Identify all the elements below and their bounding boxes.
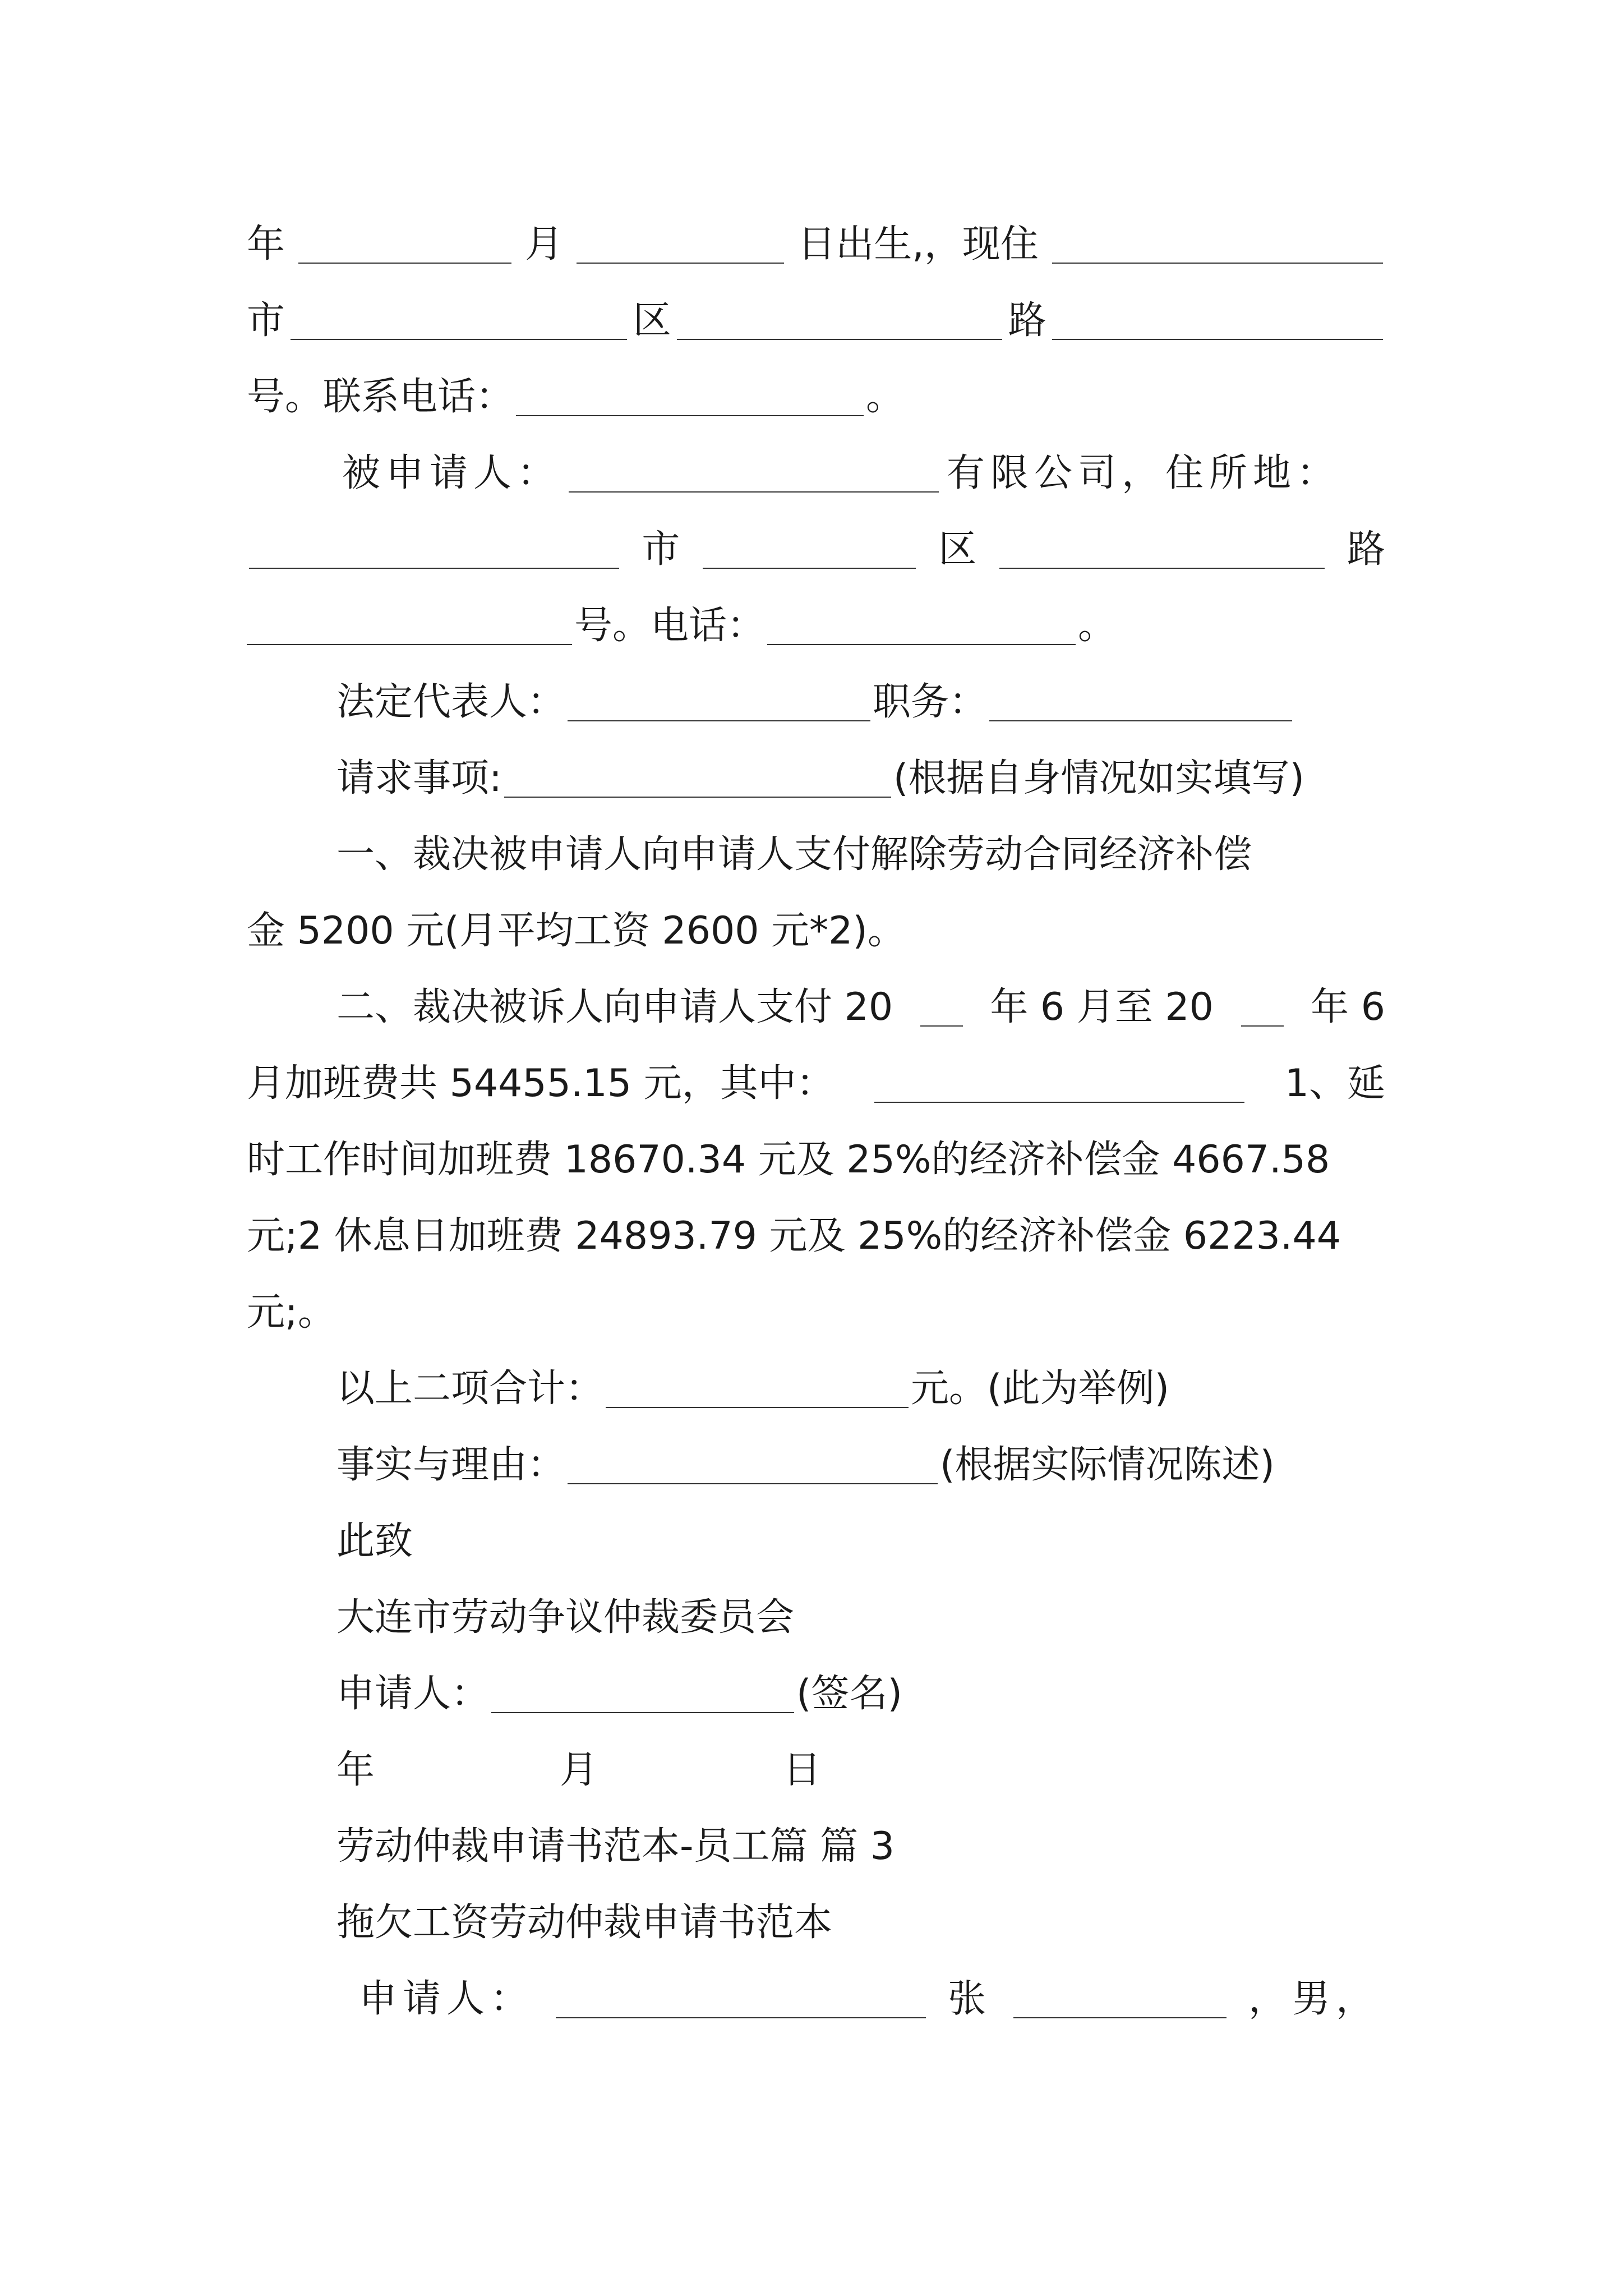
text-segment: 法定代表人： <box>336 680 566 724</box>
text-line <box>336 1651 1385 1716</box>
text-segment: 年 6 <box>1311 985 1385 1029</box>
text-line <box>247 1117 1385 1182</box>
text-line <box>247 889 1385 953</box>
fill-blank <box>989 688 1292 721</box>
text-segment: 市 <box>247 298 285 343</box>
text-segment: 号。电话： <box>574 604 766 648</box>
text-segment: 区 <box>938 527 977 572</box>
fill-blank <box>1052 230 1383 264</box>
text-line <box>247 202 1385 264</box>
text-segment: 劳动仲裁申请书范本-员工篇 篇 3 <box>336 1824 895 1869</box>
text-segment: 年 <box>247 222 285 266</box>
text-segment: 年 <box>336 1748 375 1792</box>
text-segment: 有限公司，住所地： <box>947 451 1341 495</box>
text-line <box>247 355 1385 419</box>
fill-blank <box>874 1069 1244 1103</box>
text-segment: 请求事项: <box>336 756 502 800</box>
text-line <box>247 1041 1385 1106</box>
text-segment: 市 <box>642 527 680 572</box>
text-segment: 时工作时间加班费 18670.34 元及 25%的经济补偿金 4667.58 <box>247 1138 1330 1182</box>
text-line <box>336 1499 1385 1561</box>
text-segment: 日出生,，现住 <box>797 222 1039 266</box>
text-segment: 被申请人： <box>342 451 561 495</box>
fill-blank <box>504 764 891 798</box>
fill-blank <box>606 1374 909 1408</box>
fill-blank <box>298 230 511 264</box>
text-line <box>336 1423 1385 1487</box>
text-segment: 。 <box>866 375 905 419</box>
text-segment: 金 5200 元(月平均工资 2600 元*2)。 <box>247 909 906 953</box>
text-line <box>336 660 1385 724</box>
text-line <box>342 431 1385 493</box>
fill-blank <box>247 611 572 645</box>
text-line <box>336 965 1385 1027</box>
text-segment: 区 <box>633 298 671 343</box>
text-line <box>336 1880 1385 1945</box>
text-line <box>336 1575 1385 1640</box>
fill-blank <box>568 688 870 721</box>
text-segment: 此致 <box>336 1519 413 1563</box>
text-segment: 拖欠工资劳动仲裁申请书范本 <box>336 1901 833 1945</box>
fill-blank <box>1052 306 1383 340</box>
text-segment: 年 6 月至 20 <box>990 985 1214 1029</box>
text-segment: 事实与理由： <box>336 1443 566 1487</box>
text-segment: 二、裁决被诉人向申请人支付 20 <box>336 985 893 1029</box>
text-segment: ，男， <box>1248 1977 1380 2021</box>
text-line <box>247 1270 1385 1335</box>
fill-blank <box>999 535 1325 569</box>
text-segment: (签名) <box>796 1672 903 1716</box>
fill-blank <box>556 1985 926 2018</box>
text-line <box>336 1346 1385 1411</box>
text-segment: 一、裁决被申请人向申请人支付解除劳动合同经济补偿 <box>336 832 1252 877</box>
text-segment: 张 <box>947 1977 992 2021</box>
text-segment: 元;2 休息日加班费 24893.79 元及 25%的经济补偿金 6223.44 <box>247 1214 1341 1258</box>
fill-blank <box>568 1451 938 1484</box>
fill-blank <box>703 535 916 569</box>
text-line <box>247 1194 1385 1258</box>
text-segment: 号。联系电话： <box>247 375 514 419</box>
text-segment: (根据自身情况如实填写) <box>893 756 1304 800</box>
text-segment: 1、延 <box>1284 1061 1385 1106</box>
text-segment: 路 <box>1347 527 1385 572</box>
text-segment: 月加班费共 54455.15 元，其中： <box>247 1061 834 1106</box>
text-segment: 职务： <box>873 680 988 724</box>
fill-blank <box>767 611 1076 645</box>
fill-blank <box>1241 993 1284 1027</box>
text-segment: 日 <box>783 1748 822 1792</box>
fill-blank <box>677 306 1002 340</box>
fill-blank <box>920 993 963 1027</box>
text-line <box>336 812 1385 877</box>
fill-blank <box>291 306 627 340</box>
text-segment: 。 <box>1078 604 1117 648</box>
text-segment: 申请人： <box>336 1672 490 1716</box>
text-segment: 元;。 <box>247 1290 336 1335</box>
fill-blank <box>516 383 864 416</box>
text-segment: (根据实际情况陈述) <box>940 1443 1275 1487</box>
text-line <box>247 583 1385 648</box>
text-segment: 申请人： <box>359 1977 534 2021</box>
text-line <box>359 1957 1380 2021</box>
text-segment: 月 <box>560 1748 598 1792</box>
text-segment: 元。(此为举例) <box>911 1366 1170 1411</box>
text-line <box>336 1804 1385 1869</box>
text-segment: 大连市劳动争议仲裁委员会 <box>336 1595 795 1640</box>
text-line <box>336 736 1385 798</box>
text-line <box>247 507 1385 572</box>
fill-blank <box>491 1680 794 1713</box>
text-segment: 以上二项合计： <box>336 1366 604 1411</box>
text-segment: 月 <box>525 222 564 266</box>
fill-blank <box>577 230 784 264</box>
fill-blank <box>1013 1985 1227 2018</box>
fill-blank <box>249 535 619 569</box>
text-segment: 路 <box>1008 298 1046 343</box>
text-line <box>336 1728 1385 1792</box>
fill-blank <box>569 459 939 493</box>
text-line <box>247 278 1385 343</box>
